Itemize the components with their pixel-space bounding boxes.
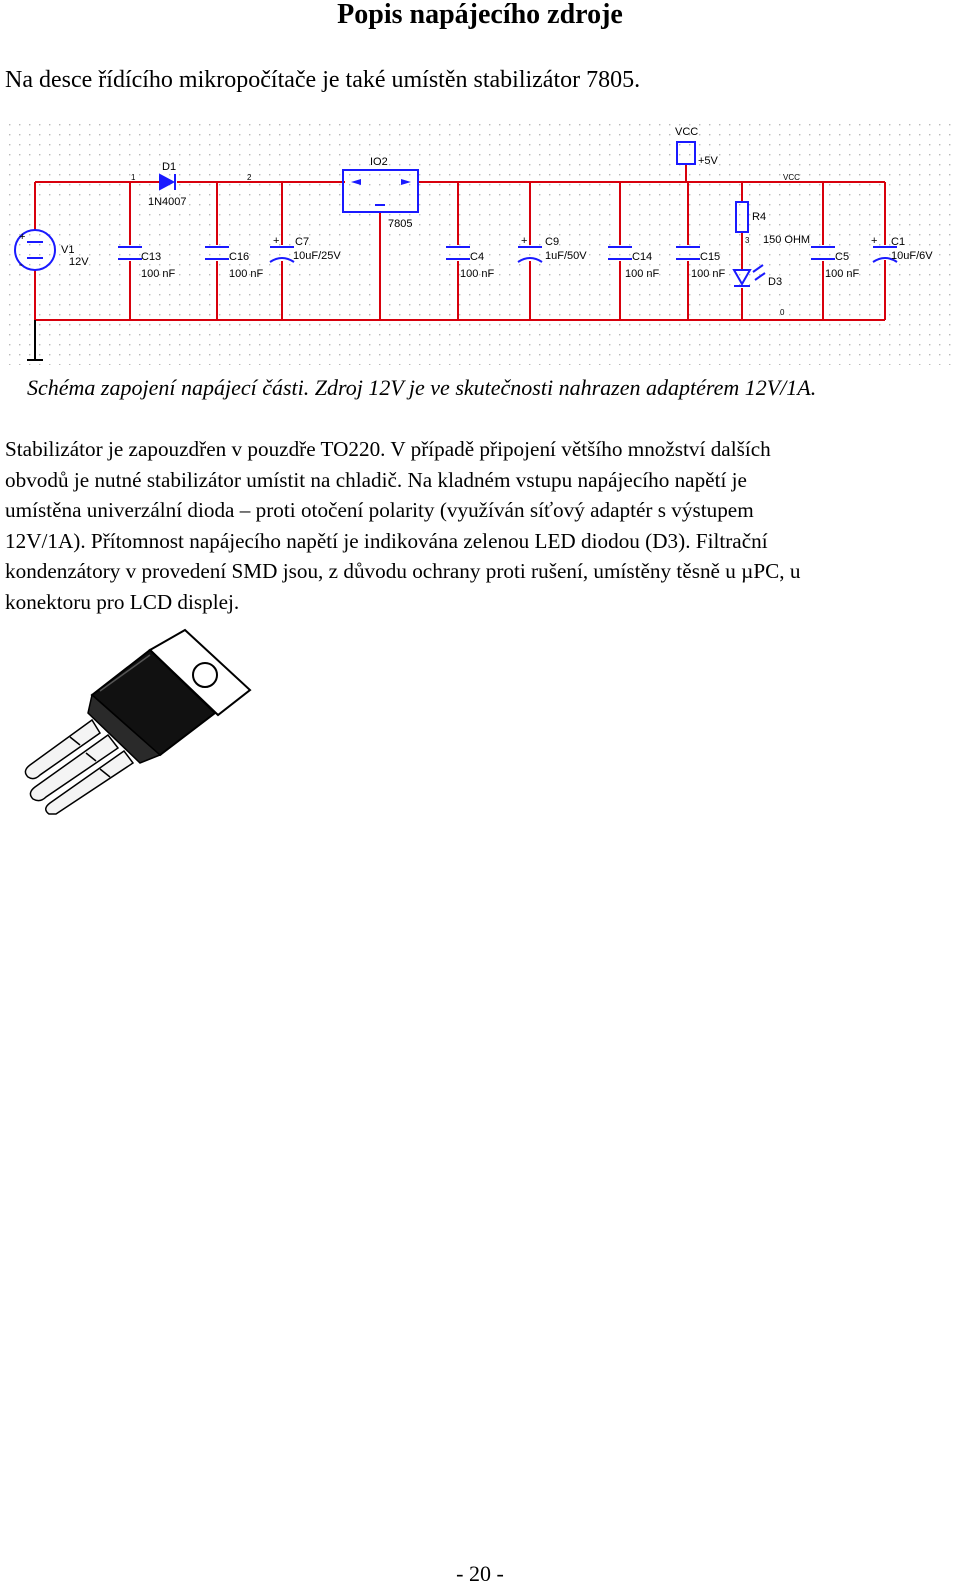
label-c13: C13	[141, 251, 162, 263]
label-c4-value: 100 nF	[460, 268, 495, 280]
label-c15: C15	[700, 251, 721, 263]
label-c14-value: 100 nF	[625, 268, 660, 280]
label-c15-value: 100 nF	[691, 268, 726, 280]
label-c5: C5	[835, 251, 850, 263]
paragraph-line: umístěna univerzální dioda – proti otočení polarity (využíván síťový adaptér s výstupem	[5, 498, 754, 522]
label-node0: 0	[780, 308, 785, 317]
label-c7: C7	[295, 236, 310, 248]
label-c9-value: 1uF/50V	[545, 250, 587, 262]
paragraph-line: Stabilizátor je zapouzdřen v pouzdře TO220. V případě připojení většího množství dalších	[5, 437, 771, 461]
label-r4-value: 150 OHM	[763, 234, 811, 246]
label-c1-value: 10uF/6V	[891, 250, 933, 262]
label-io2-value: 7805	[388, 218, 413, 230]
label-plus-v1: +	[19, 231, 26, 243]
label-node3: 3	[745, 236, 750, 245]
label-d1-value: 1N4007	[148, 196, 187, 208]
label-v1-value: 12V	[69, 256, 89, 268]
label-c16-value: 100 nF	[229, 268, 264, 280]
label-c9: C9	[545, 236, 560, 248]
to220-package-illustration	[0, 625, 260, 815]
label-plus5v: +5V	[698, 155, 718, 167]
paragraph-line: kondenzátory v provedení SMD jsou, z důvodu ochrany proti rušení, umístěny těsně u µPC, u	[5, 559, 801, 583]
label-c13-value: 100 nF	[141, 268, 176, 280]
mounting-hole	[193, 663, 217, 687]
schematic-caption: Schéma zapojení napájecí části. Zdroj 12V je ve skutečnosti nahrazen adaptérem 12V/1A.	[27, 375, 817, 400]
paragraph-line: 12V/1A). Přítomnost napájecího napětí je indikována zelenou LED diodou (D3). Filtrační	[5, 528, 768, 553]
label-c1-plus: +	[871, 235, 878, 247]
grid-background	[5, 120, 955, 365]
label-d3: D3	[768, 276, 783, 288]
label-c5-value: 100 nF	[825, 268, 860, 280]
page-number: - 20 -	[456, 1561, 504, 1586]
label-node2: 2	[247, 173, 252, 182]
label-vcc-net: VCC	[783, 173, 800, 182]
label-c1: C1	[891, 236, 906, 248]
label-node1: 1	[131, 173, 136, 182]
label-c16: C16	[229, 251, 250, 263]
paragraph-line: obvodů je nutné stabilizátor umístit na chladič. Na kladném vstupu napájecího napětí je	[5, 467, 747, 492]
intro-text: Na desce řídícího mikropočítače je také umístěn stabilizátor 7805.	[5, 67, 641, 93]
label-v1: V1	[61, 244, 75, 256]
label-r4: R4	[752, 211, 767, 223]
label-c4: C4	[470, 251, 485, 263]
label-io2: IO2	[370, 156, 388, 168]
label-d1: D1	[162, 161, 177, 173]
paragraph-line: konektoru pro LCD displej.	[5, 589, 240, 614]
label-c7-value: 10uF/25V	[293, 250, 341, 262]
description-paragraph	[5, 434, 955, 617]
label-c9-plus: +	[521, 235, 528, 247]
page-title: Popis napájecího zdroje	[337, 0, 623, 30]
label-c14: C14	[632, 251, 653, 263]
label-vcc-top: VCC	[675, 126, 699, 138]
label-c7-plus: +	[273, 235, 280, 247]
power-supply-schematic	[5, 120, 955, 370]
label-minus-v1: -	[19, 259, 23, 271]
